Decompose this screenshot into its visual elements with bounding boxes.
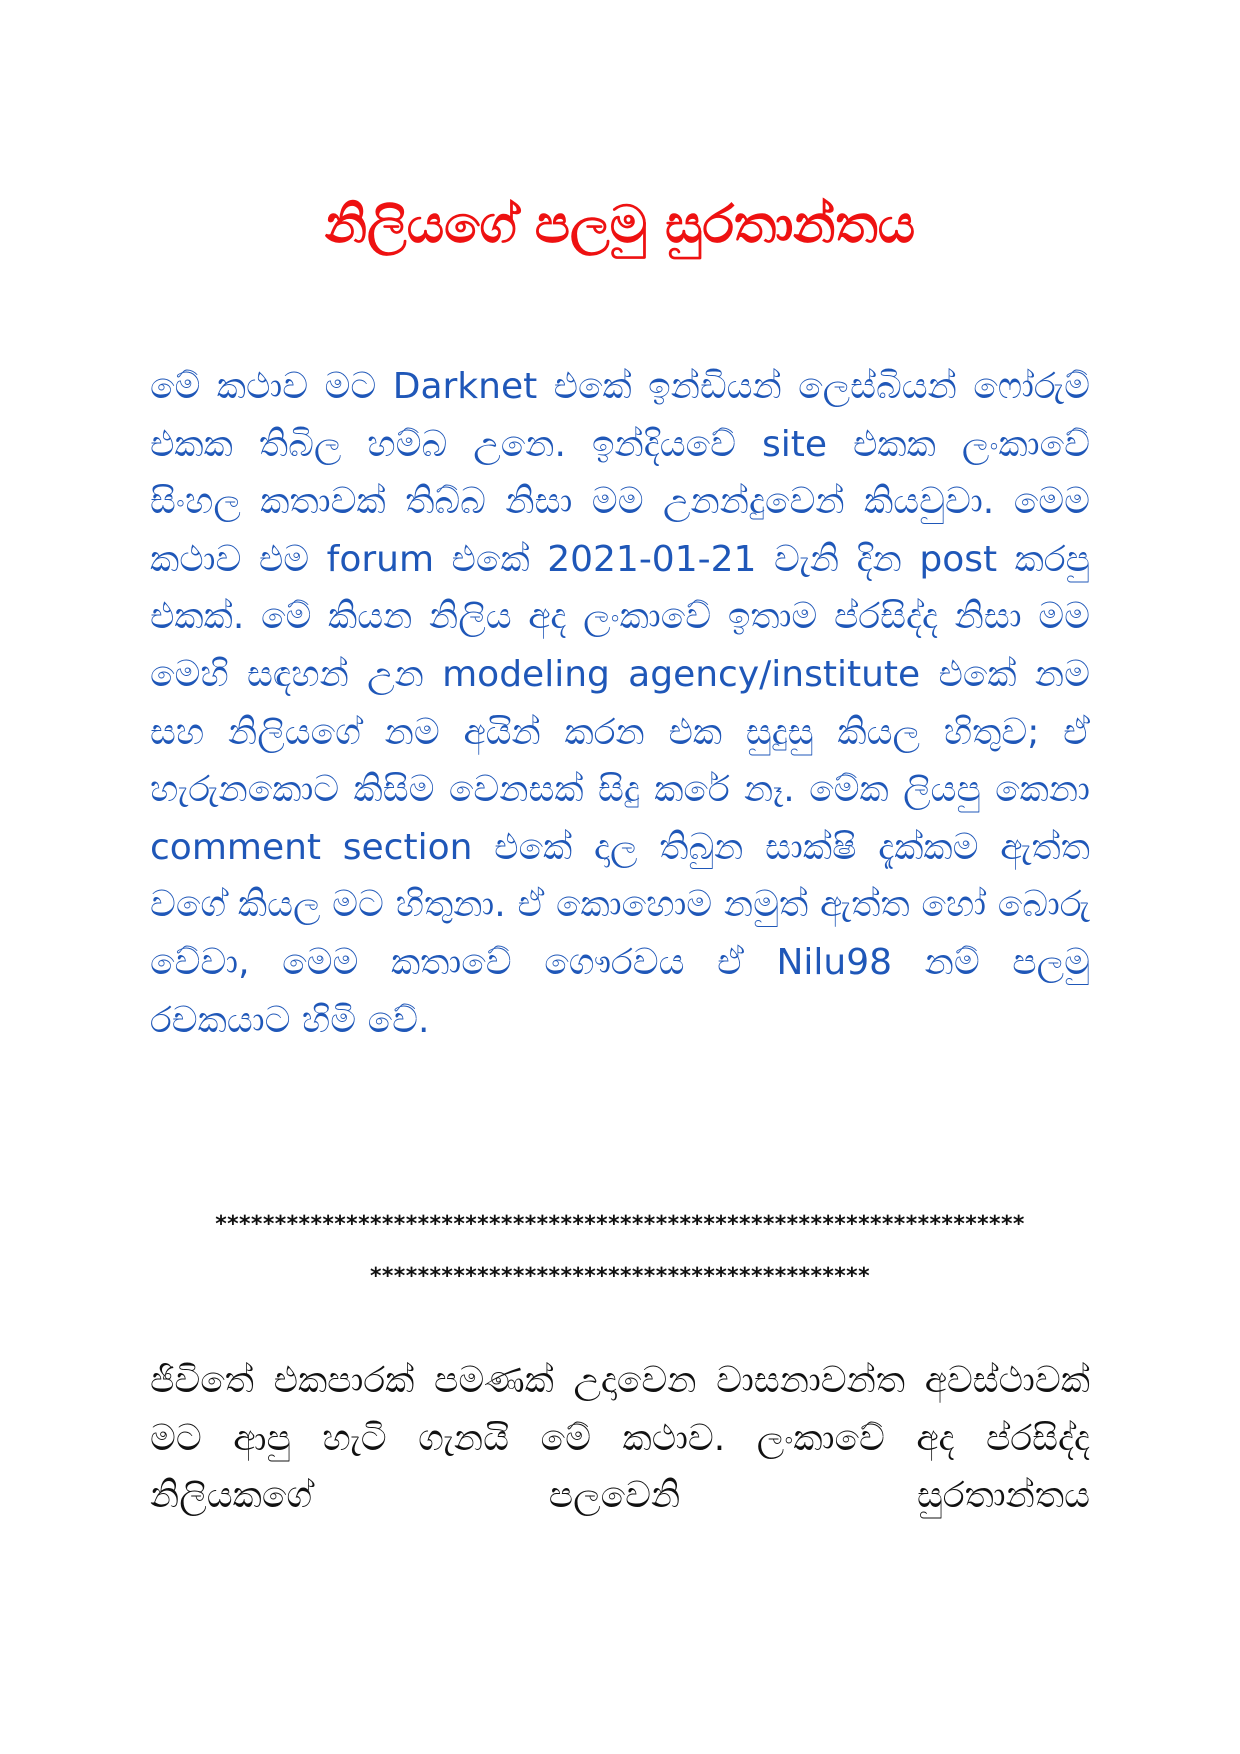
story-paragraph: ජිවිතේ එකපාරක් පමණක් උදාවෙන වාසනාවන්ත අවස්ථාවක් මට ආපු හැටි ගැනයි මේ කථාව. ලංකාවේ අද ප්රසිද්ද නිලියකගේ පලවෙනි සුරතාන්තය <box>150 1360 1090 1517</box>
intro-paragraph: මේ කථාව මට Darknet එකේ ඉන්ඩියන් ලෙස්බියන් ෆෝරුම් එකක තිබිල හම්බ උනෙ. ඉන්දියවේ site එකක ලංකාවේ සිංහල කතාවක් තිබ්බ නිසා මම උනන්දුවෙන් කියවුවා. මෙම කථාව එම forum එකේ 2021-01-21 වැනි දින post කරපු එකක්. මේ කියන නිලිය අද ලංකාවේ ඉතාම ප්රසිද්ද නිසා මම මෙහි සඳහන් උන modeling agency/institute එකේ නම සහ නිලියගේ නම අයින් කරන එක සුදුසු කියල හිතුව; ඒ හැරුනකොට කිසිම වෙනසක් සිදු කරේ නෑ. මේක ලියපු කෙනා comment section එකේ දාල තිබුන සාක්ෂි දැක්කම ඇත්ත වගේ කියල මට හිතුනා. ඒ කොහොම නමුත් ඇත්ත හෝ බොරු වේවා, මෙම කතාවේ ගෞරවය ඒ Nilu98 නම් පලමු රචකයාට හිමි වේ. <box>150 366 1090 1041</box>
separator-line-2: ****************************************** <box>369 1264 870 1289</box>
separator-line-1: ******************************************************************** <box>215 1212 1025 1237</box>
document-title: නිලියගේ පලමු සුරතාන්තය <box>324 195 916 255</box>
